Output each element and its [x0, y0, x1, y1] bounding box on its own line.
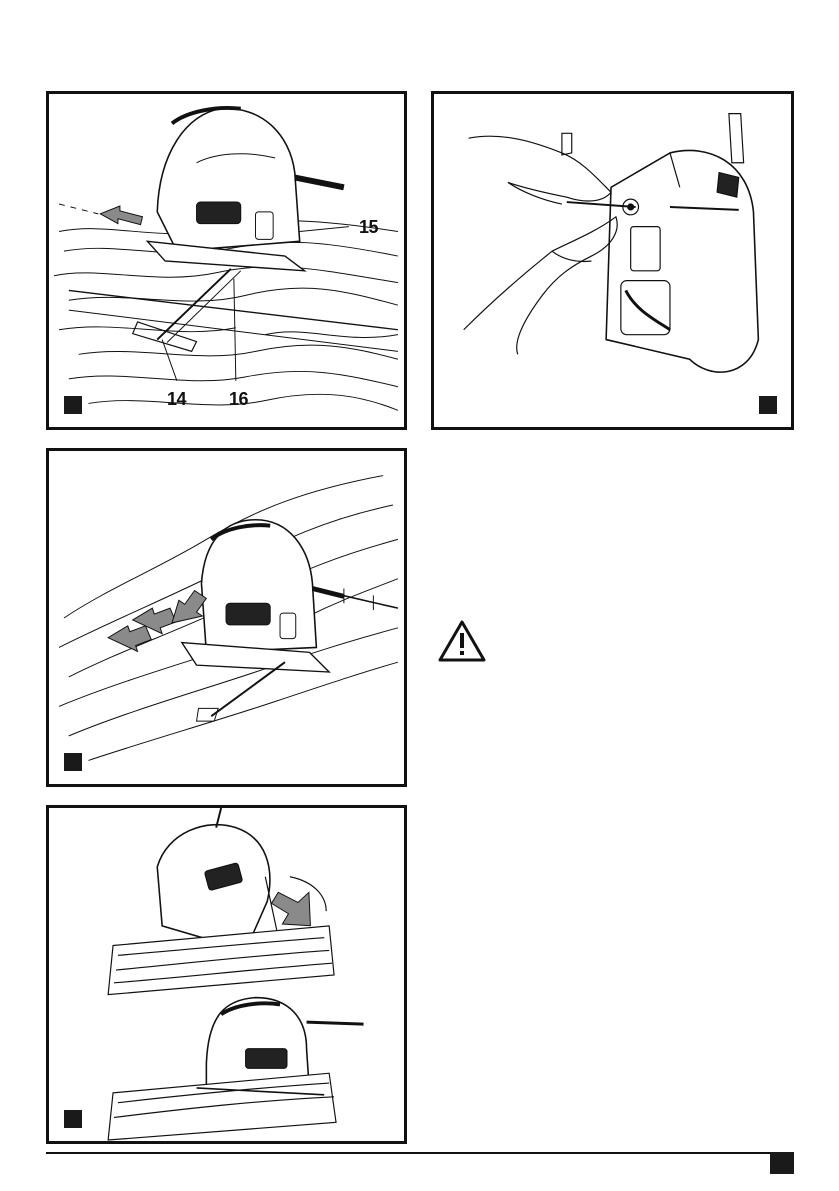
footer-rule [46, 1152, 794, 1154]
figure-label-box [64, 1110, 82, 1128]
page-number-box [770, 1152, 794, 1174]
figure-panel-guide-fitting [46, 91, 407, 430]
figure-panel-cutting-direction [46, 448, 407, 787]
jigsaw-cutting-with-guide-illustration [49, 451, 404, 784]
figure-label-box [64, 753, 82, 771]
callout-14: 14 [167, 389, 187, 409]
figure-label-box [759, 396, 777, 414]
figure-panel-bevel-adjustment [46, 805, 407, 1144]
figure-label-box [64, 396, 82, 414]
callout-16: 16 [229, 389, 249, 409]
jigsaw-bevel-tilt-illustration [49, 808, 404, 1141]
jigsaw-with-parallel-guide-illustration [49, 94, 404, 427]
figure-panel-guide-mounting [431, 91, 794, 430]
warning-triangle-icon [438, 620, 486, 662]
callout-15: 15 [359, 217, 379, 237]
hands-attaching-guide-illustration [434, 94, 791, 427]
